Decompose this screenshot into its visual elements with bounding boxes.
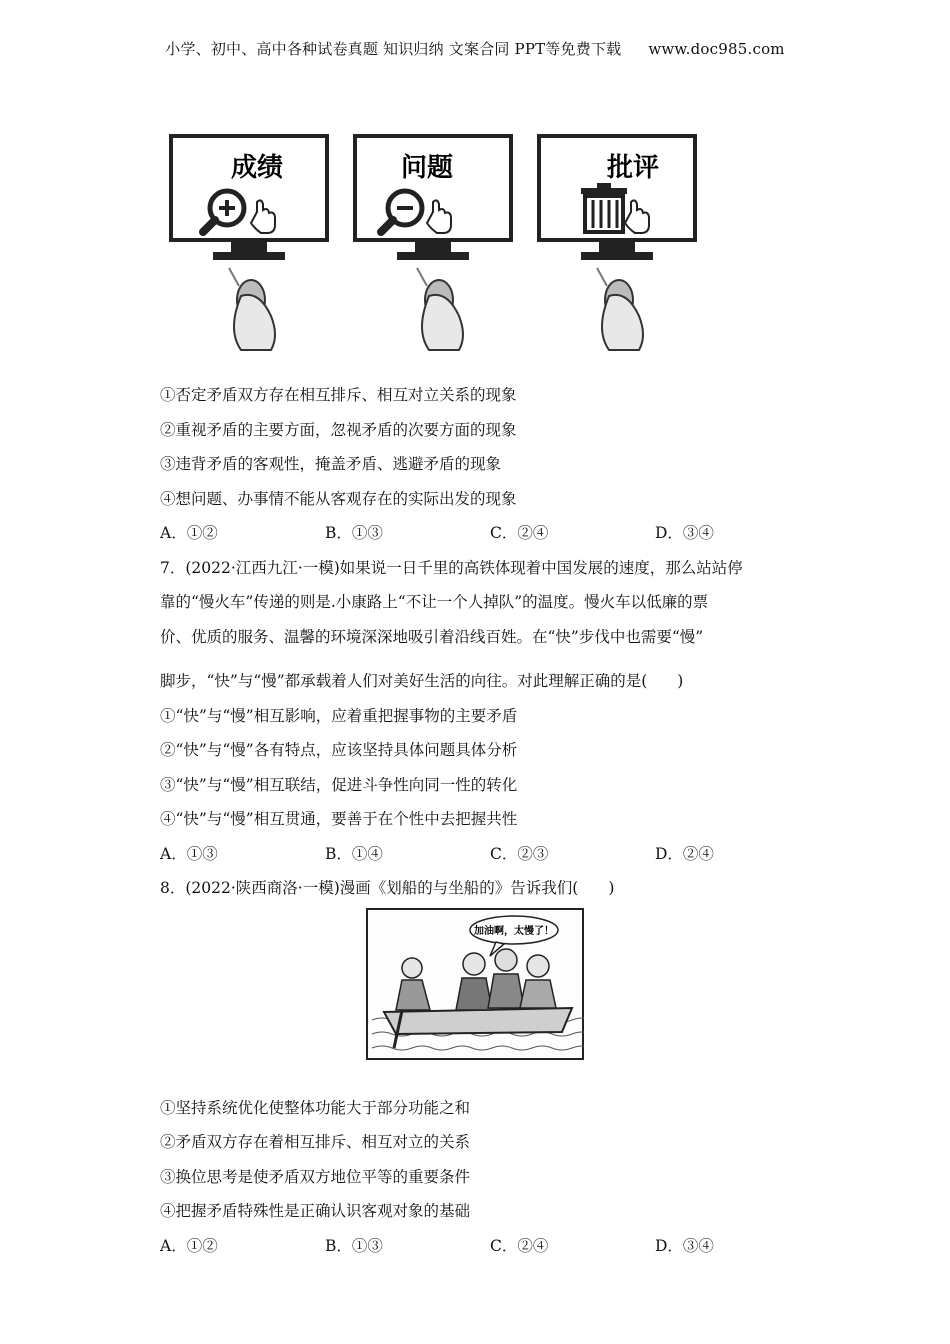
mouse-hand-3 [597, 268, 643, 350]
page-header [0, 38, 950, 59]
speech-bubble-text: 加油啊，太慢了！ [474, 926, 554, 937]
q7-stem-line-2: 靠的“慢火车”传递的则是.小康路上“不让一个人掉队”的温度。慢火车以低廉的票 [160, 593, 709, 611]
q7-statement-3: ③“快”与“慢”相互联结，促进斗争性向同一性的转化 [160, 776, 518, 794]
monitor-label: 问题 [400, 153, 454, 183]
q8-option-a[interactable]: A．①② [160, 1237, 218, 1255]
passenger-figures [456, 949, 556, 1010]
q6-option-c[interactable]: C．②④ [490, 524, 549, 542]
q8-option-b[interactable]: B．①③ [325, 1237, 383, 1255]
q8-statement-3: ③换位思考是使矛盾双方地位平等的重要条件 [160, 1168, 471, 1186]
q7-option-a[interactable]: A．①③ [160, 845, 218, 863]
monitor-1 [171, 136, 327, 260]
boat-cartoon [366, 908, 584, 1060]
q7-statement-2: ②“快”与“慢”各有特点，应该坚持具体问题具体分析 [160, 741, 518, 759]
q6-statement-3: ③违背矛盾的客观性，掩盖矛盾、逃避矛盾的现象 [160, 455, 502, 473]
header-site-link[interactable]: www.doc985.com [648, 40, 785, 58]
q7-option-d[interactable]: D．②④ [655, 845, 714, 863]
q8-option-d[interactable]: D．③④ [655, 1237, 714, 1255]
monitor-label: 成绩 [230, 153, 284, 183]
q6-statement-4: ④想问题、办事情不能从客观存在的实际出发的现象 [160, 490, 517, 508]
q7-stem-line-3: 价、优质的服务、温馨的环境深深地吸引着沿线百姓。在“快”步伐中也需要“慢” [160, 628, 704, 646]
q8-paren-close: ) [608, 879, 615, 897]
mouse-hand-1 [229, 268, 275, 350]
monitor-label: 批评 [606, 153, 660, 183]
q7-stem-line-1: 7．(2022·江西九江·一模)如果说一日千里的高铁体现着中国发展的速度，那么站站停 [160, 559, 743, 577]
monitor-2 [355, 136, 511, 260]
q6-option-a[interactable]: A．①② [160, 524, 218, 542]
q8-stem [160, 876, 614, 898]
figure-monitors [165, 128, 705, 356]
q7-stem-text: 脚步，“快”与“慢”都承载着人们对美好生活的向往。对此理解正确的是( [160, 672, 648, 690]
q6-option-d[interactable]: D．③④ [655, 524, 714, 542]
q8-option-c[interactable]: C．②④ [490, 1237, 549, 1255]
monitor-3 [539, 136, 695, 260]
boat-hull [384, 1008, 572, 1034]
mouse-hand-2 [417, 268, 463, 350]
q7-stem-line-4 [160, 669, 683, 691]
q6-statement-1: ①否定矛盾双方存在相互排斥、相互对立关系的现象 [160, 386, 517, 404]
q8-statement-4: ④把握矛盾特殊性是正确认识客观对象的基础 [160, 1202, 471, 1220]
q6-option-b[interactable]: B．①③ [325, 524, 383, 542]
q7-paren-close: ) [677, 672, 684, 690]
q7-option-b[interactable]: B．①④ [325, 845, 383, 863]
q8-statement-1: ①坚持系统优化使整体功能大于部分功能之和 [160, 1099, 471, 1117]
q7-option-c[interactable]: C．②③ [490, 845, 549, 863]
q7-statement-1: ①“快”与“慢”相互影响，应着重把握事物的主要矛盾 [160, 707, 518, 725]
q7-statement-4: ④“快”与“慢”相互贯通，要善于在个性中去把握共性 [160, 810, 518, 828]
q8-statement-2: ②矛盾双方存在着相互排斥、相互对立的关系 [160, 1133, 471, 1151]
q6-statement-2: ②重视矛盾的主要方面，忽视矛盾的次要方面的现象 [160, 421, 517, 439]
q8-stem-text: 8．(2022·陕西商洛·一模)漫画《划船的与坐船的》告诉我们( [160, 879, 579, 897]
header-text: 小学、初中、高中各种试卷真题 知识归纳 文案合同 PPT等免费下载 [165, 40, 622, 58]
